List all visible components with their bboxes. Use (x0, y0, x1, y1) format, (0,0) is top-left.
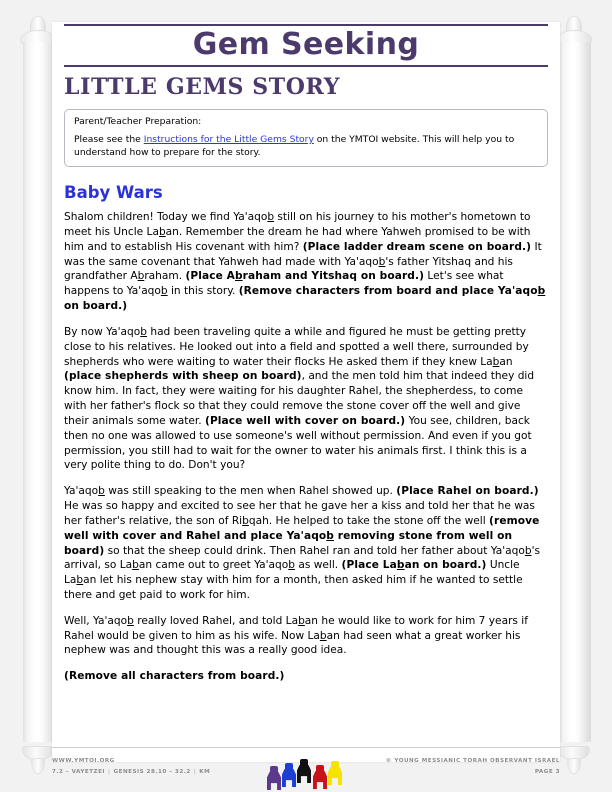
story-text: 's arrival, so La (64, 544, 541, 572)
story-title: Baby Wars (64, 182, 163, 202)
story-text: b (76, 574, 84, 587)
story-text: You see, children, back then no one was allowed to use someone's well without permission. And even if you got permission, you still had to wait for the owner to water his animals first. I think this is a very polite thing to do. Don't you? (64, 414, 532, 472)
stage-direction-text: (remove well with cover and Rahel and place Ya'aqo (64, 514, 540, 542)
footer-copyright: © YOUNG MESSIANIC TORAH OBSERVANT ISRAEL (385, 758, 560, 764)
story-text: b (140, 325, 147, 338)
logo-figure-body (297, 765, 311, 783)
story-paragraph (64, 614, 548, 658)
story-text: Well, Ya'aqo (64, 614, 128, 627)
story-text: b (242, 514, 249, 527)
logo-figure-icon (297, 759, 311, 786)
prep-text (74, 133, 538, 159)
logo-figure-head (270, 766, 278, 773)
story-text: b (492, 355, 500, 368)
story-paragraph (64, 669, 548, 684)
stage-direction-text: (Remove all characters from board.) (64, 670, 285, 683)
story-text: b (132, 559, 139, 572)
page-title: Gem Seeking (192, 27, 420, 62)
scroll-shaft-right (559, 42, 591, 742)
footer-right-block (350, 752, 560, 777)
parent-teacher-preparation-box (64, 109, 548, 167)
prep-text-after: on the YMTOI website. This will help you to understand how to prepare for the story. (74, 133, 515, 158)
story-text: b (137, 270, 145, 283)
story-text: b (267, 211, 275, 224)
story-paragraph (64, 484, 548, 603)
prep-text-before: Please see the (74, 133, 144, 145)
story-text: really loved Rahel, and told La (133, 614, 299, 627)
story-text: b (298, 614, 305, 627)
story-text: an he would like to work for him 7 years if Rahel would be given to him as his wife. Now La (64, 614, 528, 642)
story-text: b (524, 544, 532, 557)
story-text: an let his nephew stay with him for a month, then asked him if he wanted to settle there and get paid to work for him. (64, 574, 523, 601)
story-text: b (158, 225, 166, 238)
footer-website: WWW.YMTOI.ORG (52, 758, 115, 764)
footer-reference-line (52, 767, 262, 778)
stage-direction-text: (Place ladder dream scene on board.) (302, 240, 532, 253)
story-paragraph (64, 210, 548, 314)
story-text: Let's see what happens to Ya'aqo (64, 270, 504, 298)
story-text: 's father Yitshaq and his grandfather A (64, 255, 513, 283)
story-text: an. Remember the dream he had where Yahweh promised to be with him and to establish His covenant with him? (64, 225, 531, 253)
story-text: still on his journey to his mother's hometown to meet his Uncle La (64, 211, 531, 238)
footer-divider (52, 747, 560, 748)
story-text: b (98, 485, 105, 498)
stage-direction-text: removing stone from well on board) (64, 529, 513, 557)
logo-figure-head (316, 765, 324, 772)
page-footer (52, 752, 560, 788)
stage-direction-text: (Remove characters from board and place Ya'aqo (238, 285, 538, 298)
stage-direction-text: an on board.) (404, 559, 487, 572)
logo-figure-body (328, 767, 342, 785)
scroll-finial-bottom-left (31, 758, 45, 774)
story-text: By now Ya'aqo (64, 325, 141, 338)
section-title: LITTLE GEMS STORY (64, 73, 341, 100)
document-content (64, 24, 548, 684)
footer-lesson: 7.2 – VAYETZEI (52, 768, 105, 775)
stage-direction-text: b (396, 559, 405, 572)
stage-direction-text: (Place La (341, 559, 397, 572)
little-gems-story-instructions-link[interactable]: Instructions for the Little Gems Story (143, 133, 314, 145)
story-text: was still speaking to the men when Rahel showed up. (104, 485, 397, 498)
scroll-finial-bottom-right (567, 758, 581, 774)
story-text: Ya'aqo (64, 485, 99, 498)
logo-figure-body (313, 771, 327, 789)
scroll-rod-left (20, 14, 56, 778)
story-text: It was the same covenant that Yahweh had made with Ya'aqo (64, 240, 542, 268)
logo-figure-head (285, 763, 293, 770)
footer-left-block (52, 752, 262, 777)
logo-figure-icon (313, 765, 327, 786)
footer-code: KM (199, 768, 211, 775)
story-text: He was so happy and excited to see her that he gave her a kiss and told her that he was her father's relative, the son of Ri (64, 500, 535, 527)
story-text: had been traveling quite a while and figured he must be getting pretty close to his relatives. He looked out into a field and spotted a well there, surrounded by shepherds who were waiting to water their flocks He asked them if they knew La (64, 325, 529, 368)
story-text: as well. (294, 559, 342, 572)
logo-figure-head (331, 761, 339, 768)
stage-direction-text: b (326, 529, 334, 542)
story-text: b (288, 559, 295, 572)
story-text: an (499, 355, 513, 368)
story-text: Uncle La (64, 559, 520, 587)
footer-separator-2: | (193, 768, 197, 775)
logo-figure-icon (328, 761, 342, 786)
story-text: b (378, 255, 386, 268)
story-text: b (127, 614, 134, 627)
title-rule-bottom (64, 65, 548, 67)
stage-direction-text: (Place well with cover on board.) (205, 414, 406, 427)
stage-direction-text: (Place Rahel on board.) (396, 485, 539, 498)
logo-figure-head (300, 759, 308, 766)
stage-direction-text: raham and Yitshaq on board.) (242, 270, 425, 283)
logo-figure-body (282, 769, 296, 787)
scroll-shaft-left (23, 42, 55, 742)
scroll-rod-right (556, 14, 592, 778)
story-text: so that the sheep could drink. Then Rahel ran and told her father about Ya'aqo (104, 544, 525, 557)
stage-direction-text: on board.) (64, 300, 128, 313)
stage-direction-text: (place shepherds with sheep on board) (64, 370, 302, 383)
stage-direction-text: b (537, 285, 546, 298)
footer-scripture: GENESIS 28.10 – 32.2 (113, 768, 191, 775)
story-text: , and the men told him that indeed they did know him. In fact, they were waiting for his daughter Rahel, the shepherdess, to come with her father's flock so that they could remove the stone cover off the well and give their animals some water. (64, 370, 535, 427)
footer-separator-1: | (108, 768, 111, 775)
story-paragraph (64, 325, 548, 473)
ymtoi-logo-icon (267, 754, 345, 786)
logo-figure-body (267, 772, 281, 790)
story-text: b (160, 285, 168, 298)
stage-direction-text: b (234, 270, 243, 283)
story-text: in this story. (167, 285, 239, 298)
stage-direction-text: (Place A (185, 270, 235, 283)
prep-label: Parent/Teacher Preparation: (74, 115, 202, 127)
story-text: an had seen what a great worker his nephew was and thought this was a really good idea. (64, 629, 521, 657)
story-text: raham. (144, 270, 186, 283)
logo-figure-icon (267, 766, 281, 786)
story-text: qah. He helped to take the stone off the well (248, 514, 490, 527)
story-text: Shalom children! Today we find Ya'aqo (64, 211, 268, 224)
logo-figure-icon (282, 763, 296, 786)
footer-page-number: PAGE 3 (534, 768, 560, 775)
story-text: an came out to greet Ya'aqo (138, 559, 289, 572)
story-text: b (319, 629, 327, 642)
story-body (64, 210, 548, 684)
